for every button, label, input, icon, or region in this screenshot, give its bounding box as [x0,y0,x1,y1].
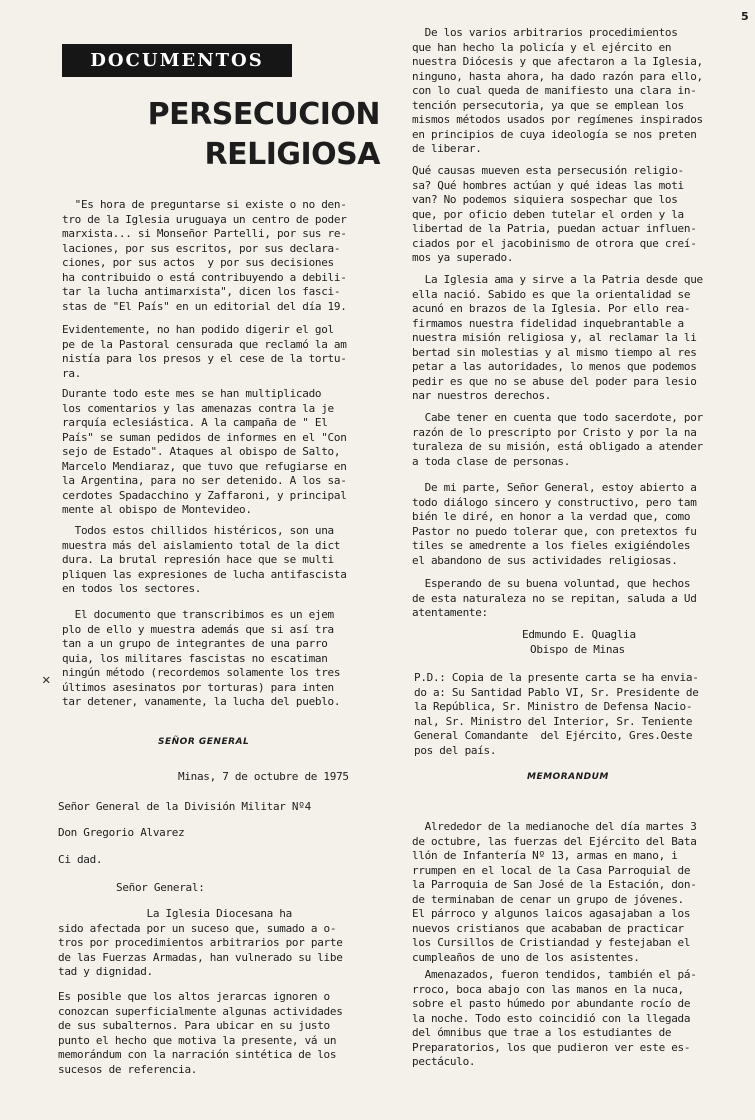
letter-paragraph-3: De los varios arbitrarios procedimientos que han hecho la policía y el ejército en nuestra Diócesis y que afectaron a la Iglesia, ninguno, hasta ahora, ha dado razón para ello, con lo cual queda de manifiesto una clara in- tención persecutoria, ya que se emplean los mismos métodos usados por regímenes inspirados en principios de cuya ideología se nos preten de liberar. [412,26,703,155]
letter-paragraph-2: Es posible que los altos jerarcas ignoren o conozcan superficialmente algunas actividades de sus subalternos. Para ubicar en su justo punto el hecho que motiva la presente, vá un memorándum con la narración sintética de los sucesos de referencia. [58,990,343,1076]
section-heading-general: SEÑOR GENERAL [158,737,250,747]
postscript: P.D.: Copia de la presente carta se ha envia- do a: Su Santidad Pablo VI, Sr. Presidente de la República, Sr. Ministro de Defensa Nacio- nal, Sr. Ministro del Interior, Sr. Teniente General Comandante del Ejército, Gres.Oeste pos del país. [414,671,699,757]
letter-closing: Esperando de su buena voluntad, que hechos de esta naturaleza no se repitan, saluda a Ud atentamente: [412,577,697,619]
paragraph-pastoral: Evidentemente, no han podido digerir el gol pe de la Pastoral censurada que reclamó la am nistía para los presos y el cese de la tortu- ra. [62,323,347,380]
memorandum-paragraph-1: Alrededor de la medianoche del día martes 3 de octubre, las fuerzas del Ejército del Bata llón de Infantería Nº 13, armas en mano, i rrumpen en el local de la Casa Parroquial de la Parroquia de San José de la Estación, don- de terminaban de cenar un grupo de jóvenes. El párroco y algunos laicos agasajaban a los nuevos cristianos que acababan de practicar los Cursillos de Cristiandad y festejaban el cumpleaños de uno de los asistentes. [412,820,697,964]
margin-mark-icon: ✕ [42,672,51,688]
article-title-line1: PERSECUCION [147,97,380,132]
paragraph-ataques: Durante todo este mes se han multiplicado los comentarios y las amenazas contra la je rarquía eclesiástica. A la campaña de " El País" se suman pedidos de informes en el "Con sejo de Estado". Ataques al obispo de Salto, Marcelo Mendiaraz, que tuvo que refugiarse en la Argentina, para no ser detenido. A los sa- cerdotes Spadacchino y Zaffaroni, y principal mente al obispo de Montevideo. [62,387,347,516]
paragraph-chillidos: Todos estos chillidos histéricos, son una muestra más del aislamiento total de la dict dura. La brutal represión hace que se multi pliquen las expresiones de lucha antifascista en todos los sectores. [62,524,347,595]
letter-paragraph-5: La Iglesia ama y sirve a la Patria desde que ella nació. Sabido es que la orientalidad se acunó en brazos de la Iglesia. Por ello rea- firmamos nuestra fidelidad inquebrantable a nuestra misión religiosa y, al reclamar la li bertad sin molestias y al mismo tiempo al res petar a las autoridades, lo menos que podemos pedir es que no se abuse del poder para lesio nar nuestros derechos. [412,273,703,402]
intro-paragraph: "Es hora de preguntarse si existe o no den- tro de la Iglesia uruguaya un centro de poder marxista... si Monseñor Partelli, por sus re- laciones, por sus escritos, por sus declara- ciones, por sus actos y por sus decisiones ha contribuido o está contribuyendo a debili- tar la lucha antimarxista", dicen los fasci- stas de "El País" en un editorial del día 19. [62,198,347,313]
letter-paragraph-4: Qué causas mueven esta persecusión religio- sa? Qué hombres actúan y qué ideas las moti van? No podemos siquiera sospechar que los que, por oficio deben tutelar el orden y la libertad de la Patria, puedan actuar influen- ciados por el jacobinismo de otrora que creí- mos ya superado. [412,164,697,264]
letter-paragraph-7: De mi parte, Señor General, estoy abierto a todo diálogo sincero y constructivo, pero tam bién le diré, en honor a la verdad que, como Pastor no puedo tolerar que, con pretextos fu tiles se amedrente a los fieles exigiéndoles el abandono de sus actividades religiosas. [412,481,697,567]
letter-paragraph-1: La Iglesia Diocesana ha sido afectada por un suceso que, sumado a o- tros por procedimientos arbitrarios por parte de las Fuerzas Armadas, han vulnerado su libe tad y dignidad. [58,907,343,978]
letter-date: Minas, 7 de octubre de 1975 [178,770,349,783]
signature-title: Obispo de Minas [530,643,625,656]
article-title-line2: RELIGIOSA [204,137,380,172]
letter-salutation: Señor General: [116,881,205,894]
signature-name: Edmundo E. Quaglia [522,628,636,641]
paragraph-documento: El documento que transcribimos es un ejem plo de ello y muestra además que si así tra tan a un grupo de integrantes de una parro quia, los militares fascistas no escatiman ningún método (recordemos solamente los tres últimos asesinatos por torturas) para inten tar detener, vanamente, la lucha del pueblo. [62,608,341,708]
section-banner: DOCUMENTOS [62,44,292,77]
letter-paragraph-6: Cabe tener en cuenta que todo sacerdote, por razón de lo prescripto por Cristo y por la na turaleza de su misión, está obligado a atender a toda clase de personas. [412,411,703,468]
section-heading-memorandum: MEMORANDUM [527,772,609,782]
letter-addressee: Señor General de la División Militar Nº4 [58,800,311,813]
letter-addressee-city: Ci dad. [58,853,103,866]
letter-addressee-name: Don Gregorio Alvarez [58,826,185,839]
page-number: 5 [741,10,749,23]
memorandum-paragraph-2: Amenazados, fueron tendidos, también el pá- rroco, boca abajo con las manos en la nuca, sobre el pasto húmedo por abundante rocío de la noche. Todo esto coincidió con la llegada del ómnibus que trae a los estudiantes de Preparatorios, los que pudieron ver este es- pectáculo. [412,968,697,1068]
